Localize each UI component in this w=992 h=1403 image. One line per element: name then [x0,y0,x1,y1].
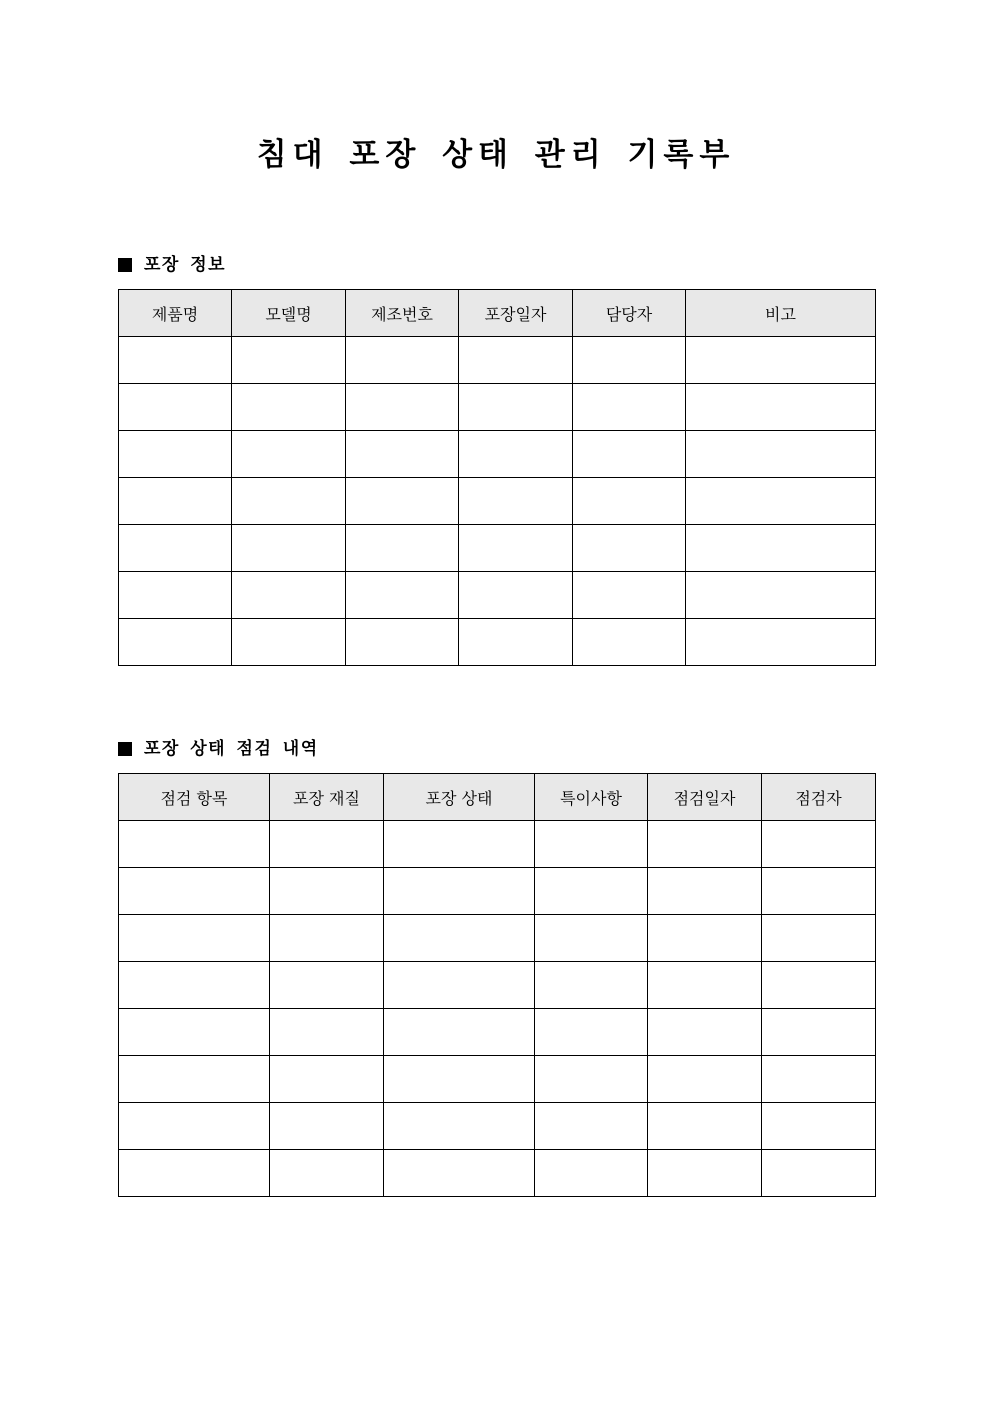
inspector-cell[interactable] [762,868,876,915]
remarks-cell[interactable] [686,384,876,431]
serial-number-cell[interactable] [346,525,459,572]
inspection-date-cell[interactable] [648,915,762,962]
packing-material-cell[interactable] [270,821,384,868]
inspection-item-cell[interactable] [119,868,270,915]
column-header-packing-material: 포장 재질 [270,774,384,821]
packaging-info-heading-text: 포장 정보 [144,255,227,275]
inspection-heading [118,737,319,761]
person-in-charge-cell[interactable] [573,384,686,431]
special-notes-cell[interactable] [535,1150,648,1197]
column-header-model-name: 모델명 [232,290,346,337]
table-row [119,337,876,384]
product-name-cell[interactable] [119,431,232,478]
inspection-item-cell[interactable] [119,1150,270,1197]
column-header-inspector: 점검자 [762,774,876,821]
inspection-date-cell[interactable] [648,868,762,915]
person-in-charge-cell[interactable] [573,619,686,666]
special-notes-cell[interactable] [535,821,648,868]
column-header-serial-number: 제조번호 [346,290,459,337]
packing-date-cell[interactable] [459,525,573,572]
packaging-info-heading [118,253,226,277]
table-row [119,384,876,431]
packing-condition-cell[interactable] [384,1009,535,1056]
product-name-cell[interactable] [119,619,232,666]
serial-number-cell[interactable] [346,572,459,619]
inspector-cell[interactable] [762,915,876,962]
table-header-row [119,290,876,337]
table-row [119,619,876,666]
table-row [119,962,876,1009]
packing-material-cell[interactable] [270,962,384,1009]
special-notes-cell[interactable] [535,1056,648,1103]
table-row [119,1009,876,1056]
packing-date-cell[interactable] [459,619,573,666]
packing-condition-cell[interactable] [384,1056,535,1103]
table-row [119,1103,876,1150]
product-name-cell[interactable] [119,478,232,525]
product-name-cell[interactable] [119,337,232,384]
special-notes-cell[interactable] [535,868,648,915]
square-bullet-icon [118,742,132,756]
remarks-cell[interactable] [686,619,876,666]
column-header-product-name: 제품명 [119,290,232,337]
table-row [119,915,876,962]
inspection-item-cell[interactable] [119,1009,270,1056]
packing-condition-cell[interactable] [384,1103,535,1150]
packing-material-cell[interactable] [270,868,384,915]
inspection-date-cell[interactable] [648,962,762,1009]
serial-number-cell[interactable] [346,384,459,431]
person-in-charge-cell[interactable] [573,525,686,572]
serial-number-cell[interactable] [346,431,459,478]
model-name-cell[interactable] [232,337,346,384]
inspection-table [118,773,876,1197]
packaging-info-table [118,289,876,666]
table-row [119,1150,876,1197]
inspection-date-cell[interactable] [648,821,762,868]
table-row [119,572,876,619]
remarks-cell[interactable] [686,572,876,619]
packing-condition-cell[interactable] [384,962,535,1009]
product-name-cell[interactable] [119,572,232,619]
packing-date-cell[interactable] [459,384,573,431]
square-bullet-icon [118,258,132,272]
person-in-charge-cell[interactable] [573,572,686,619]
serial-number-cell[interactable] [346,619,459,666]
special-notes-cell[interactable] [535,962,648,1009]
packing-material-cell[interactable] [270,1103,384,1150]
column-header-inspection-date: 점검일자 [648,774,762,821]
model-name-cell[interactable] [232,619,346,666]
inspector-cell[interactable] [762,821,876,868]
remarks-cell[interactable] [686,478,876,525]
table-row [119,431,876,478]
packing-condition-cell[interactable] [384,915,535,962]
special-notes-cell[interactable] [535,1009,648,1056]
model-name-cell[interactable] [232,431,346,478]
table-row [119,478,876,525]
special-notes-cell[interactable] [535,1103,648,1150]
document-title: 침대 포장 상태 관리 기록부 [256,137,736,173]
inspection-date-cell[interactable] [648,1056,762,1103]
serial-number-cell[interactable] [346,478,459,525]
column-header-remarks: 비고 [686,290,876,337]
packing-condition-cell[interactable] [384,868,535,915]
column-header-packing-condition: 포장 상태 [384,774,535,821]
packing-material-cell[interactable] [270,1056,384,1103]
table-row [119,525,876,572]
person-in-charge-cell[interactable] [573,431,686,478]
remarks-cell[interactable] [686,337,876,384]
person-in-charge-cell[interactable] [573,478,686,525]
inspection-item-cell[interactable] [119,1103,270,1150]
packing-date-cell[interactable] [459,431,573,478]
table-row [119,1056,876,1103]
packing-material-cell[interactable] [270,915,384,962]
inspection-date-cell[interactable] [648,1009,762,1056]
packing-material-cell[interactable] [270,1150,384,1197]
model-name-cell[interactable] [232,572,346,619]
packing-condition-cell[interactable] [384,1150,535,1197]
person-in-charge-cell[interactable] [573,337,686,384]
packing-condition-cell[interactable] [384,821,535,868]
special-notes-cell[interactable] [535,915,648,962]
inspection-date-cell[interactable] [648,1150,762,1197]
inspector-cell[interactable] [762,1009,876,1056]
serial-number-cell[interactable] [346,337,459,384]
inspection-item-cell[interactable] [119,821,270,868]
model-name-cell[interactable] [232,525,346,572]
inspection-item-cell[interactable] [119,1056,270,1103]
table-header-row [119,774,876,821]
packing-date-cell[interactable] [459,478,573,525]
inspector-cell[interactable] [762,1056,876,1103]
remarks-cell[interactable] [686,525,876,572]
table-row [119,868,876,915]
product-name-cell[interactable] [119,384,232,431]
model-name-cell[interactable] [232,384,346,431]
packing-date-cell[interactable] [459,572,573,619]
column-header-inspection-item: 점검 항목 [119,774,270,821]
inspection-date-cell[interactable] [648,1103,762,1150]
model-name-cell[interactable] [232,478,346,525]
inspection-heading-text: 포장 상태 점검 내역 [144,739,319,759]
column-header-packing-date: 포장일자 [459,290,573,337]
column-header-person-in-charge: 담당자 [573,290,686,337]
inspection-item-cell[interactable] [119,962,270,1009]
packing-date-cell[interactable] [459,337,573,384]
inspector-cell[interactable] [762,1150,876,1197]
remarks-cell[interactable] [686,431,876,478]
inspector-cell[interactable] [762,962,876,1009]
product-name-cell[interactable] [119,525,232,572]
inspection-item-cell[interactable] [119,915,270,962]
table-row [119,821,876,868]
packing-material-cell[interactable] [270,1009,384,1056]
column-header-special-notes: 특이사항 [535,774,648,821]
inspector-cell[interactable] [762,1103,876,1150]
